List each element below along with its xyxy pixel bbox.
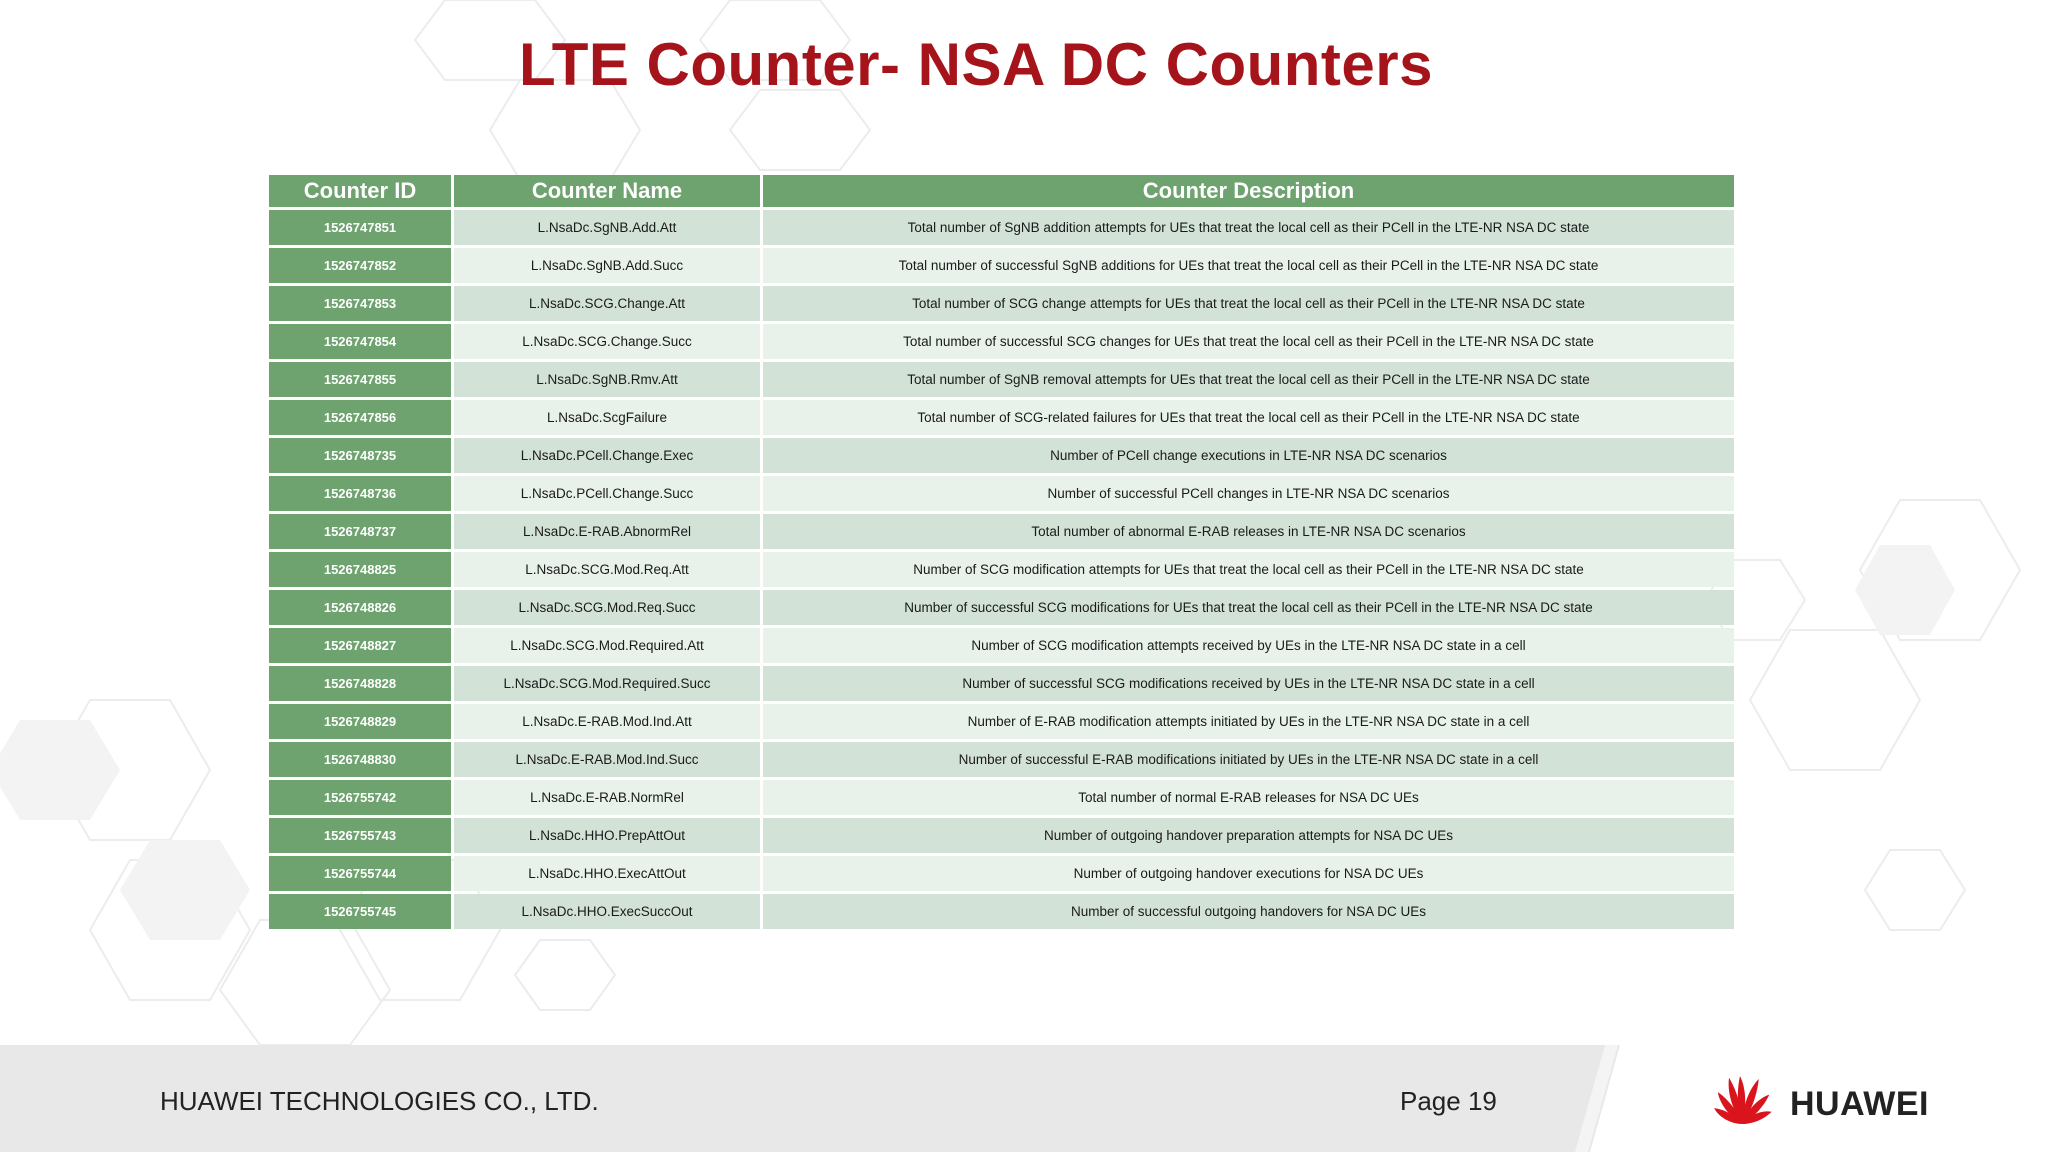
page-number: Page 19 [1400, 1086, 1497, 1116]
table-row [269, 894, 1734, 929]
counter-name-cell: L.NsaDc.HHO.ExecAttOut [454, 856, 760, 891]
counter-description-cell: Number of outgoing handover executions for NSA DC UEs [763, 856, 1734, 891]
counter-name-cell: L.NsaDc.HHO.PrepAttOut [454, 818, 760, 853]
counter-description-cell: Number of successful SCG modifications received by UEs in the LTE-NR NSA DC state in a cell [763, 666, 1734, 701]
slide-title: LTE Counter- NSA DC Counters [519, 31, 1433, 98]
counter-name-cell: L.NsaDc.ScgFailure [454, 400, 760, 435]
counter-description-cell: Number of outgoing handover preparation attempts for NSA DC UEs [763, 818, 1734, 853]
table-row [269, 210, 1734, 245]
counter-id-cell: 1526747851 [269, 210, 451, 245]
counter-id-cell: 1526748830 [269, 742, 451, 777]
counter-name-cell: L.NsaDc.SCG.Mod.Required.Succ [454, 666, 760, 701]
counter-description-cell: Number of successful outgoing handovers for NSA DC UEs [763, 894, 1734, 929]
counter-name-cell: L.NsaDc.E-RAB.Mod.Ind.Att [454, 704, 760, 739]
counter-id-cell: 1526755743 [269, 818, 451, 853]
counter-id-cell: 1526748735 [269, 438, 451, 473]
counter-id-cell: 1526748828 [269, 666, 451, 701]
counter-description-cell: Number of successful PCell changes in LTE-NR NSA DC scenarios [763, 476, 1734, 511]
counter-name-cell: L.NsaDc.SCG.Mod.Required.Att [454, 628, 760, 663]
counter-name-cell: L.NsaDc.SgNB.Add.Succ [454, 248, 760, 283]
counter-id-cell: 1526747854 [269, 324, 451, 359]
table-row [269, 324, 1734, 359]
counter-description-cell: Number of E-RAB modification attempts initiated by UEs in the LTE-NR NSA DC state in a cell [763, 704, 1734, 739]
counter-id-cell: 1526755742 [269, 780, 451, 815]
table-row [269, 818, 1734, 853]
counter-description-cell: Total number of SCG change attempts for UEs that treat the local cell as their PCell in the LTE-NR NSA DC state [763, 286, 1734, 321]
counter-description-cell: Number of successful SCG modifications for UEs that treat the local cell as their PCell in the LTE-NR NSA DC state [763, 590, 1734, 625]
table-row [269, 628, 1734, 663]
table-row [269, 856, 1734, 891]
table-row [269, 438, 1734, 473]
counter-description-cell: Total number of successful SCG changes for UEs that treat the local cell as their PCell in the LTE-NR NSA DC state [763, 324, 1734, 359]
huawei-logo-text: HUAWEI [1790, 1085, 1929, 1123]
table-row [269, 286, 1734, 321]
counter-id-cell: 1526747852 [269, 248, 451, 283]
counter-id-cell: 1526748826 [269, 590, 451, 625]
counter-description-cell: Total number of SgNB removal attempts for UEs that treat the local cell as their PCell in the LTE-NR NSA DC state [763, 362, 1734, 397]
counter-name-cell: L.NsaDc.HHO.ExecSuccOut [454, 894, 760, 929]
table-row [269, 476, 1734, 511]
counter-name-cell: L.NsaDc.SgNB.Add.Att [454, 210, 760, 245]
counter-description-cell: Total number of abnormal E-RAB releases in LTE-NR NSA DC scenarios [763, 514, 1734, 549]
counter-id-cell: 1526747855 [269, 362, 451, 397]
counter-description-cell: Number of successful E-RAB modifications initiated by UEs in the LTE-NR NSA DC state in a cell [763, 742, 1734, 777]
counter-name-cell: L.NsaDc.SCG.Change.Att [454, 286, 760, 321]
header-counter-name: Counter Name [454, 175, 760, 207]
header-counter-description: Counter Description [763, 175, 1734, 207]
table-row [269, 400, 1734, 435]
counter-name-cell: L.NsaDc.PCell.Change.Exec [454, 438, 760, 473]
table-row [269, 590, 1734, 625]
counter-name-cell: L.NsaDc.SCG.Mod.Req.Att [454, 552, 760, 587]
counter-name-cell: L.NsaDc.SCG.Change.Succ [454, 324, 760, 359]
counter-name-cell: L.NsaDc.E-RAB.AbnormRel [454, 514, 760, 549]
table-row [269, 362, 1734, 397]
counter-description-cell: Number of SCG modification attempts for UEs that treat the local cell as their PCell in the LTE-NR NSA DC state [763, 552, 1734, 587]
counter-id-cell: 1526755745 [269, 894, 451, 929]
counter-description-cell: Total number of SgNB addition attempts for UEs that treat the local cell as their PCell in the LTE-NR NSA DC state [763, 210, 1734, 245]
table-row [269, 514, 1734, 549]
table-row [269, 666, 1734, 701]
counter-id-cell: 1526748737 [269, 514, 451, 549]
counter-id-cell: 1526748827 [269, 628, 451, 663]
counter-description-cell: Total number of successful SgNB additions for UEs that treat the local cell as their PCell in the LTE-NR NSA DC state [763, 248, 1734, 283]
table-row [269, 248, 1734, 283]
table-header-row [269, 175, 1734, 207]
counter-name-cell: L.NsaDc.SgNB.Rmv.Att [454, 362, 760, 397]
counter-id-cell: 1526748825 [269, 552, 451, 587]
counter-id-cell: 1526755744 [269, 856, 451, 891]
counter-description-cell: Total number of normal E-RAB releases for NSA DC UEs [763, 780, 1734, 815]
counter-table [266, 172, 1737, 932]
counter-description-cell: Number of SCG modification attempts received by UEs in the LTE-NR NSA DC state in a cell [763, 628, 1734, 663]
header-counter-id: Counter ID [269, 175, 451, 207]
counter-id-cell: 1526747853 [269, 286, 451, 321]
counter-id-cell: 1526747856 [269, 400, 451, 435]
footer-company-name: HUAWEI TECHNOLOGIES CO., LTD. [160, 1086, 599, 1116]
counter-name-cell: L.NsaDc.E-RAB.Mod.Ind.Succ [454, 742, 760, 777]
table-row [269, 780, 1734, 815]
counter-id-cell: 1526748736 [269, 476, 451, 511]
counter-description-cell: Number of PCell change executions in LTE-NR NSA DC scenarios [763, 438, 1734, 473]
counter-name-cell: L.NsaDc.SCG.Mod.Req.Succ [454, 590, 760, 625]
counter-id-cell: 1526748829 [269, 704, 451, 739]
table-row [269, 552, 1734, 587]
counter-description-cell: Total number of SCG-related failures for UEs that treat the local cell as their PCell in the LTE-NR NSA DC state [763, 400, 1734, 435]
counter-name-cell: L.NsaDc.PCell.Change.Succ [454, 476, 760, 511]
table-row [269, 742, 1734, 777]
counter-name-cell: L.NsaDc.E-RAB.NormRel [454, 780, 760, 815]
table-row [269, 704, 1734, 739]
